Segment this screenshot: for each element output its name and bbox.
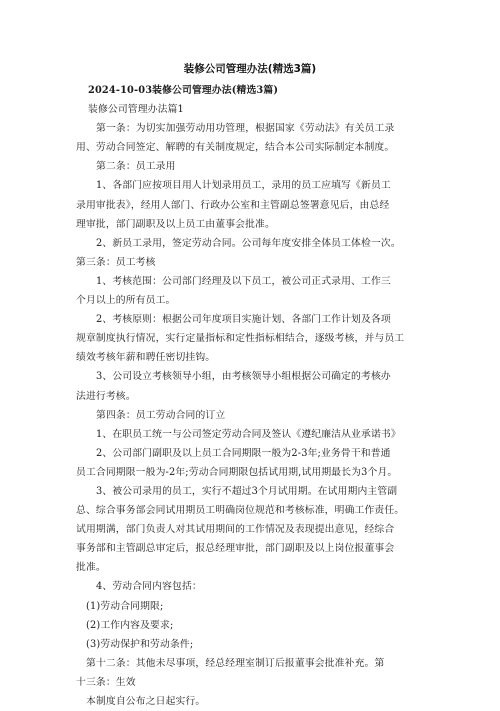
paragraph-line: 第三条：员工考核: [76, 256, 156, 268]
paragraph-line: 1、考核范围：公司部门经理及以下员工，被公司正式录用、工作三: [96, 275, 391, 287]
paragraph-line: 绩效考核年薪和聘任密切挂钩。: [76, 352, 216, 364]
paragraph-line: 第四条：员工劳动合同的订立: [96, 409, 226, 421]
paragraph-line: 法进行考核。: [76, 390, 136, 402]
paragraph-line: 装修公司管理办法篇1: [88, 104, 184, 116]
paragraph-line: 2、考核原则：根据公司年度项目实施计划、各部门工作计划及各项: [96, 314, 391, 326]
paragraph-line: 2、新员工录用，签定劳动合同。公司每年度安排全体员工体检一次。: [96, 237, 401, 249]
paragraph-line: 规章制度执行情况，实行定量指标和定性指标相结合，逐级考核，并与员工: [76, 333, 405, 345]
paragraph-line: 录用审批表》，经用人部门、行政办公室和主管副总签署意见后，由总经: [76, 199, 390, 211]
paragraph-line: (3)劳动保护和劳动条件;: [86, 638, 194, 650]
paragraph-line: 1、在职员工统一与公司签定劳动合同及签认《遵纪廉洁从业承诺书》: [96, 428, 401, 440]
paragraph-line: 3、被公司录用的员工，实行不超过3个月试用期。在试用期内主管副: [96, 485, 398, 497]
document-title: 装修公司管理办法(精选3篇): [183, 63, 317, 75]
paragraph-line: 3、公司设立考核领导小组，由考核领导小组根据公司确定的考核办: [96, 371, 391, 383]
paragraph-line: 4、劳动合同内容包括：: [96, 581, 202, 593]
paragraph-line: (2)工作内容及要求;: [86, 619, 174, 631]
paragraph-line: 试用期满，部门负责人对其试用期间的工作情况及表现提出意见，经综合: [76, 524, 395, 536]
paragraph-line: 事务部和主管副总审定后，报总经理审批，部门副职及以上岗位报董事会: [76, 543, 395, 555]
document-body: [76, 81, 431, 711]
paragraph-line: 本制度自公布之日起实行。: [86, 696, 206, 707]
paragraph-line: 个月以上的所有员工。: [76, 295, 176, 307]
paragraph-line: (1)劳动合同期限;: [86, 600, 164, 612]
paragraph-line: 十三条：生效: [76, 676, 136, 688]
paragraph-line: 第一条：为切实加强劳动用功管理，根据国家《劳动法》有关员工录: [96, 123, 395, 135]
paragraph-line: 第十二条：其他未尽事项，经总经理室制订后报董事会批准补充。第: [86, 657, 385, 669]
paragraph-line: 2、公司部门副职及以上员工合同期限一般为2-3年;业务骨干和普通: [96, 447, 391, 459]
paragraph-line: 批准。: [76, 562, 106, 574]
paragraph-line: 员工合同期限一般为-2年;劳动合同期限包括试用期,试用期最长为3个月。: [76, 466, 398, 478]
paragraph-line: 用、劳动合同签定、解聘的有关制度规定，结合本公司实际制定本制度。: [76, 142, 395, 154]
paragraph-line: 1、各部门应按项目用人计划录用员工，录用的员工应填写《新员工: [96, 180, 391, 192]
paragraph-line: 第二条：员工录用: [96, 161, 176, 173]
paragraph-line: 理审批，部门副职及以上员工由董事会批准。: [76, 218, 275, 230]
paragraph-line: 总、综合事务部会同试用期员工明确岗位规范和考核标准，明确工作责任。: [76, 505, 405, 517]
date-line: 2024-10-03装修公司管理办法(精选3篇): [88, 85, 279, 96]
